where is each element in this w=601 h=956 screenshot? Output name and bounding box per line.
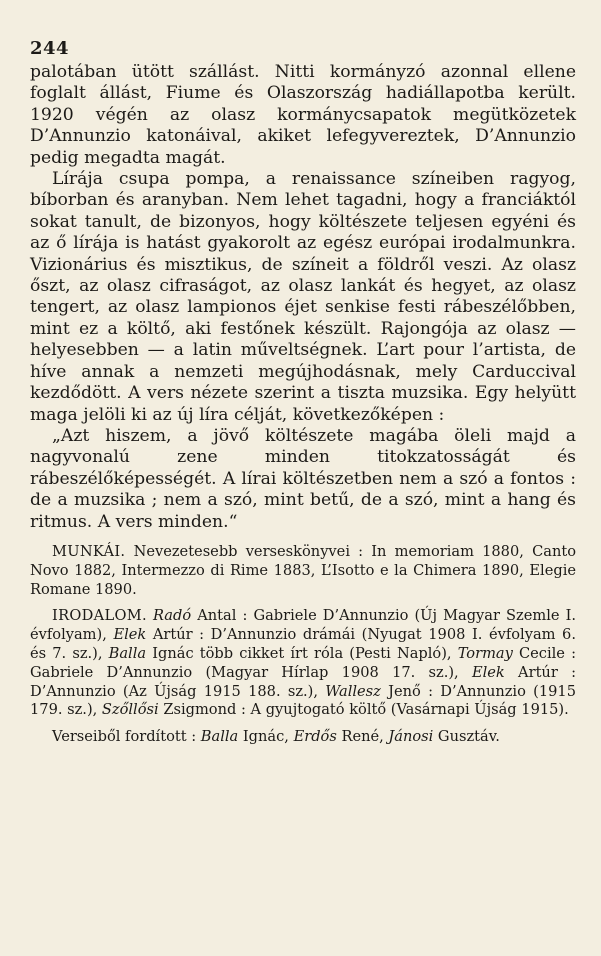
author-name: Elek — [471, 663, 505, 681]
note-forditok — [30, 728, 576, 747]
citation-text: Antal : Gabriele D’Annunzio (Új Magyar Szemle I. évfolyam), — [30, 607, 576, 644]
munkai-text: Nevezetesebb verseskönyvei : In memoriam 1880, Canto Novo 1882, Intermezzo di Rime 1883, L’Isotto e la Chimera 1890, Elegie Romane 1890. — [30, 542, 576, 598]
forditok-text — [52, 728, 500, 745]
citation-text: Cecile : Gabriele D’Annunzio (Magyar Hírlap 1908 17. sz.), — [30, 644, 576, 681]
citation-text: Verseiből fordított : — [52, 728, 201, 746]
citation-text: René, — [336, 728, 389, 746]
paragraph-quote: „Azt hiszem, a jövő költészete magába öleli majd a nagyvonalú zene minden titokzatosságát és rábeszélőképességét. A lírai költészetben nem a szó a fontos : de a muzsika ; nem a szó, mint betű, de a szó, mint a hang és ritmus. A vers minden.“ — [30, 425, 576, 532]
citation-text: Artúr : D’Annunzio drámái (Nyugat 1908 I. évfolyam 6. és 7. sz.), — [30, 626, 576, 662]
page-number: 244 — [30, 38, 70, 59]
citation-text: Ignác, — [238, 728, 294, 746]
author-name: Jánosi — [388, 728, 434, 746]
paragraph-2: Lírája csupa pompa, a renaissance színeiben ragyog, bíborban és aranyban. Nem lehet tagadni, hogy a franciáktól sokat tanult, de bizonyos, hogy költészete teljesen egyéni és az ő lírája is hatást gyakorolt az egész európai irodalmunkra. Vizionárius és misztikus, de színeit a földről veszi. Az olasz őszt, az olasz cifraságot, az olasz lankát és hegyet, az olasz tengert, az olasz lampionos éjet senkise festi rábeszélőbben, mint ez a költő, aki festőnek készült. Rajongója az olasz — helyesebben — a latin műveltségnek. L’art pour l’artista, de híve annak a nemzeti megújhodásnak, mely Carduccival kezdődött. A vers nézete szerint a tiszta muzsika. Egy helyütt maga jelöli ki az új líra célját, következőképen : — [30, 169, 576, 425]
munkai-label: MUNKÁI. — [52, 542, 126, 560]
citation-text: Zsigmond : A gyujtogató költő (Vasárnapi Újság 1915). — [158, 701, 569, 719]
paragraph-1: palotában ütött szállást. Nitti kormányzó azonnal ellene foglalt állást, Fiume és Olaszország hadiállapotba került. 1920 végén az olasz kormánycsapatok megütközetek D’Annunzio katonáival, akiket lefegyvereztek, D’Annunzio pedig megadta magát. — [30, 62, 576, 168]
text-column — [30, 62, 576, 755]
author-name: Balla — [200, 728, 239, 746]
author-name: Erdős — [293, 728, 337, 746]
author-name: Wallesz — [325, 682, 381, 700]
citation-text: Artúr : D’Annunzio (Az Újság 1915 188. sz.), — [30, 663, 576, 700]
citation-text: Gusztáv. — [433, 728, 500, 746]
author-name: Tormay — [457, 644, 513, 662]
note-irodalom — [30, 607, 576, 720]
author-name: Szőllősi — [101, 701, 159, 719]
note-munkai — [30, 543, 576, 599]
author-name: Radó — [152, 607, 192, 625]
author-name: Elek — [113, 626, 147, 644]
citation-text: Ignác több cikket írt róla (Pesti Napló), — [146, 644, 458, 662]
notes-section — [30, 543, 576, 747]
author-name: Balla — [108, 644, 147, 662]
citation-text: Jenő : D’Annunzio (1915 179. sz.), — [30, 682, 576, 719]
irodalom-label: IRODALOM. — [52, 607, 147, 625]
